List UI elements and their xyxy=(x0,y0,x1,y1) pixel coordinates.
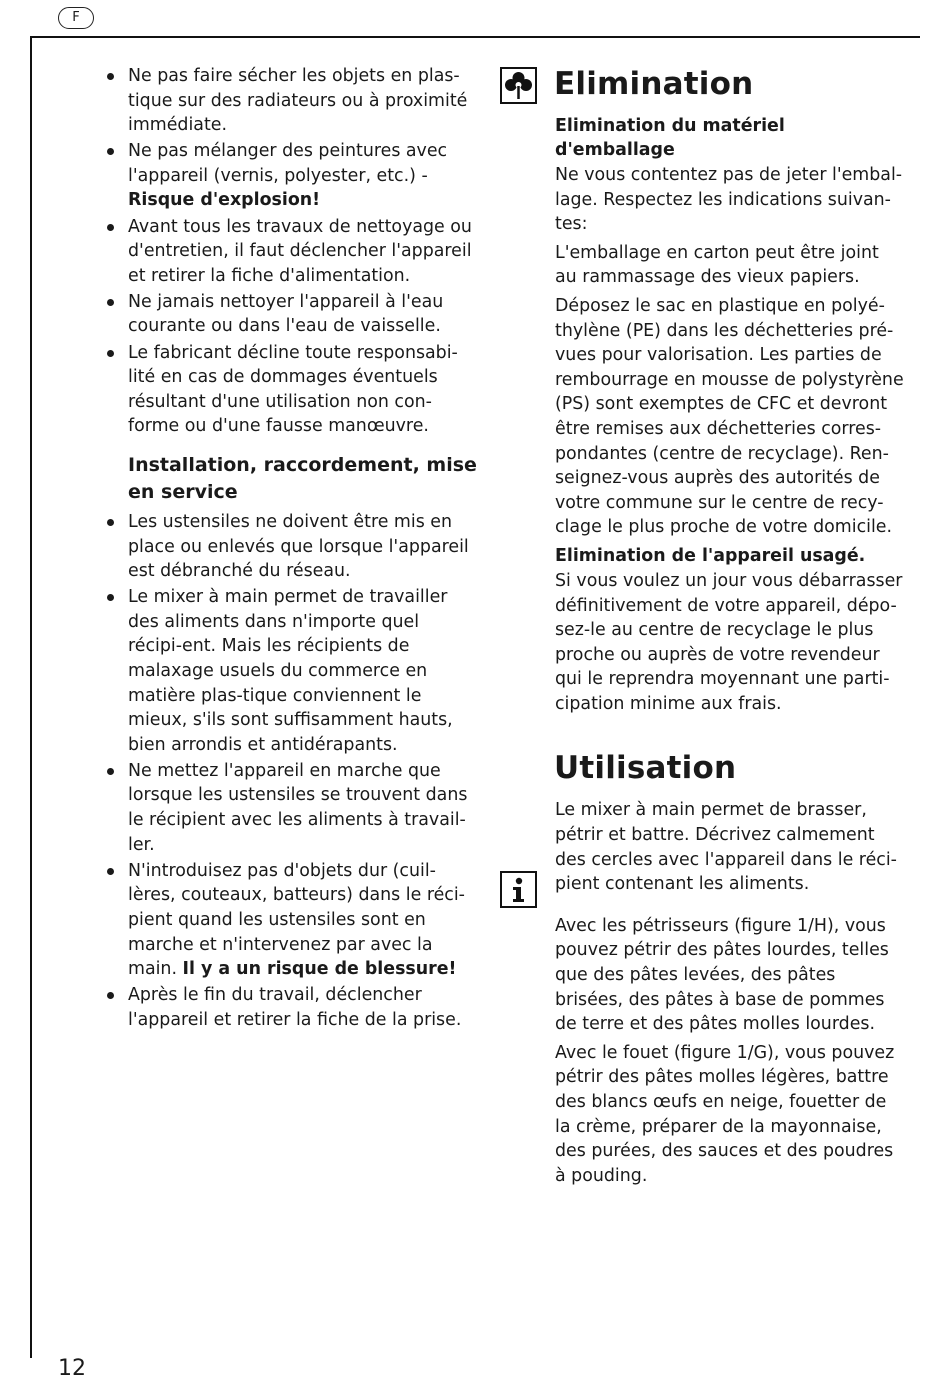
top-rule xyxy=(30,36,920,38)
bullet-icon xyxy=(107,594,114,601)
kneading-paragraph: Avec les pétrisseurs (figure 1/H), vous pouvez pétrir des pâtes lourdes, telles que des pâtes levées, des pâtes brisées, des pâtes à base de pommes de terre et des pâtes molles lourdes. xyxy=(555,915,889,1035)
elimination-title: Elimination xyxy=(554,66,754,102)
injury-warning: Il y a un risque de blessure! xyxy=(182,959,457,980)
cloverleaf-icon xyxy=(500,67,537,104)
utilisation-title: Utilisation xyxy=(554,750,737,787)
page-number: 12 xyxy=(58,1356,86,1381)
list-item: N'introduisez pas d'objets dur (cuil-lères, couteaux, batteurs) dans le réci-pient quand les ustensiles sont en marche et n'intervenez par avec la main. Il y a un risque de blessure! xyxy=(105,859,477,982)
list-item: Avant tous les travaux de nettoyage ou d'entretien, il faut déclencher l'appareil et retirer la fiche d'alimentation. xyxy=(105,215,477,289)
left-rule xyxy=(30,36,32,1358)
utilisation-intro: Le mixer à main permet de brasser, pétrir et battre. Décrivez calmement des cercles avec l'appareil dans le réci-pient contenant les aliments. xyxy=(555,800,897,895)
whisk-paragraph: Avec le fouet (figure 1/G), vous pouvez pétrir des pâtes molles légères, battre des blancs œufs en neige, fouetter de la crème, préparer de la mayonnaise, des purées, des sauces et des poudres à pouding. xyxy=(555,1042,895,1186)
appliance-paragraph: Si vous voulez un jour vous débarrasser définitivement de votre appareil, dépo-sez-le au centre de recyclage le plus proche ou auprès de votre revendeur qui le reprendra moyennant une parti-cipation minime aux frais. xyxy=(555,570,903,714)
packaging-paragraph: Ne vous contentez pas de jeter l'embal-lage. Respectez les indications suivan-tes: xyxy=(555,165,903,235)
list-item: Ne pas mélanger des peintures avec l'appareil (vernis, polyester, etc.) - Risque d'explosion! xyxy=(105,139,477,213)
list-item: Après le fin du travail, déclencher l'appareil et retirer la fiche de la prise. xyxy=(105,983,477,1032)
appliance-heading: Elimination de l'appareil usagé. xyxy=(555,545,866,566)
list-item: Le fabricant décline toute responsabi-lité en cas de dommages éventuels résultant d'une utilisation non con-forme ou d'une fausse manœuvre. xyxy=(105,341,477,439)
list-item: Le mixer à main permet de travailler des aliments dans n'importe quel récipi-ent. Mais les récipients de malaxage usuels du commerce en matière plas-tique conviennent le mieux, s'ils sont suffisamment hauts, bien arrondis et antidérapants. xyxy=(105,585,477,757)
explosion-warning: Risque d'explosion! xyxy=(128,190,321,211)
bullet-icon xyxy=(107,992,114,999)
bullet-icon xyxy=(107,768,114,775)
bullet-icon xyxy=(107,148,114,155)
right-column xyxy=(555,64,905,1192)
info-icon xyxy=(500,871,537,908)
left-column xyxy=(105,64,477,1034)
plastic-paragraph: Déposez le sac en plastique en polyé-thylène (PE) dans les déchetteries pré-vues pour valorisation. Les parties de rembourrage en mousse de polystyrène (PS) sont exemptes de CFC et devront être remises aux déchetteries corres-pondantes (centre de recyclage). Ren-seignez-vous auprès des autorités de votre commune sur le centre de recy-clage le plus proche de votre domicile. xyxy=(555,295,904,538)
bullet-icon xyxy=(107,519,114,526)
installation-list xyxy=(105,510,477,1032)
list-item: Ne pas faire sécher les objets en plas-tique sur des radiateurs ou à proximité immédiate. xyxy=(105,64,477,138)
bullet-icon xyxy=(107,73,114,80)
installation-heading: Installation, raccordement, mise en service xyxy=(128,453,477,503)
list-item: Les ustensiles ne doivent être mis en place ou enlevés que lorsque l'appareil est débranché du réseau. xyxy=(105,510,477,584)
packaging-heading: Elimination du matériel d'emballage xyxy=(555,116,785,160)
bullet-icon xyxy=(107,350,114,357)
bullet-icon xyxy=(107,224,114,231)
list-item: Ne jamais nettoyer l'appareil à l'eau courante ou dans l'eau de vaisselle. xyxy=(105,290,477,339)
language-badge: F xyxy=(58,7,94,29)
bullet-icon xyxy=(107,868,114,875)
list-item: Ne mettez l'appareil en marche que lorsque les ustensiles se trouvent dans le récipient avec les aliments à travail-ler. xyxy=(105,759,477,857)
cardboard-paragraph: L'emballage en carton peut être joint au rammassage des vieux papiers. xyxy=(555,242,879,288)
safety-list xyxy=(105,64,477,439)
bullet-icon xyxy=(107,299,114,306)
